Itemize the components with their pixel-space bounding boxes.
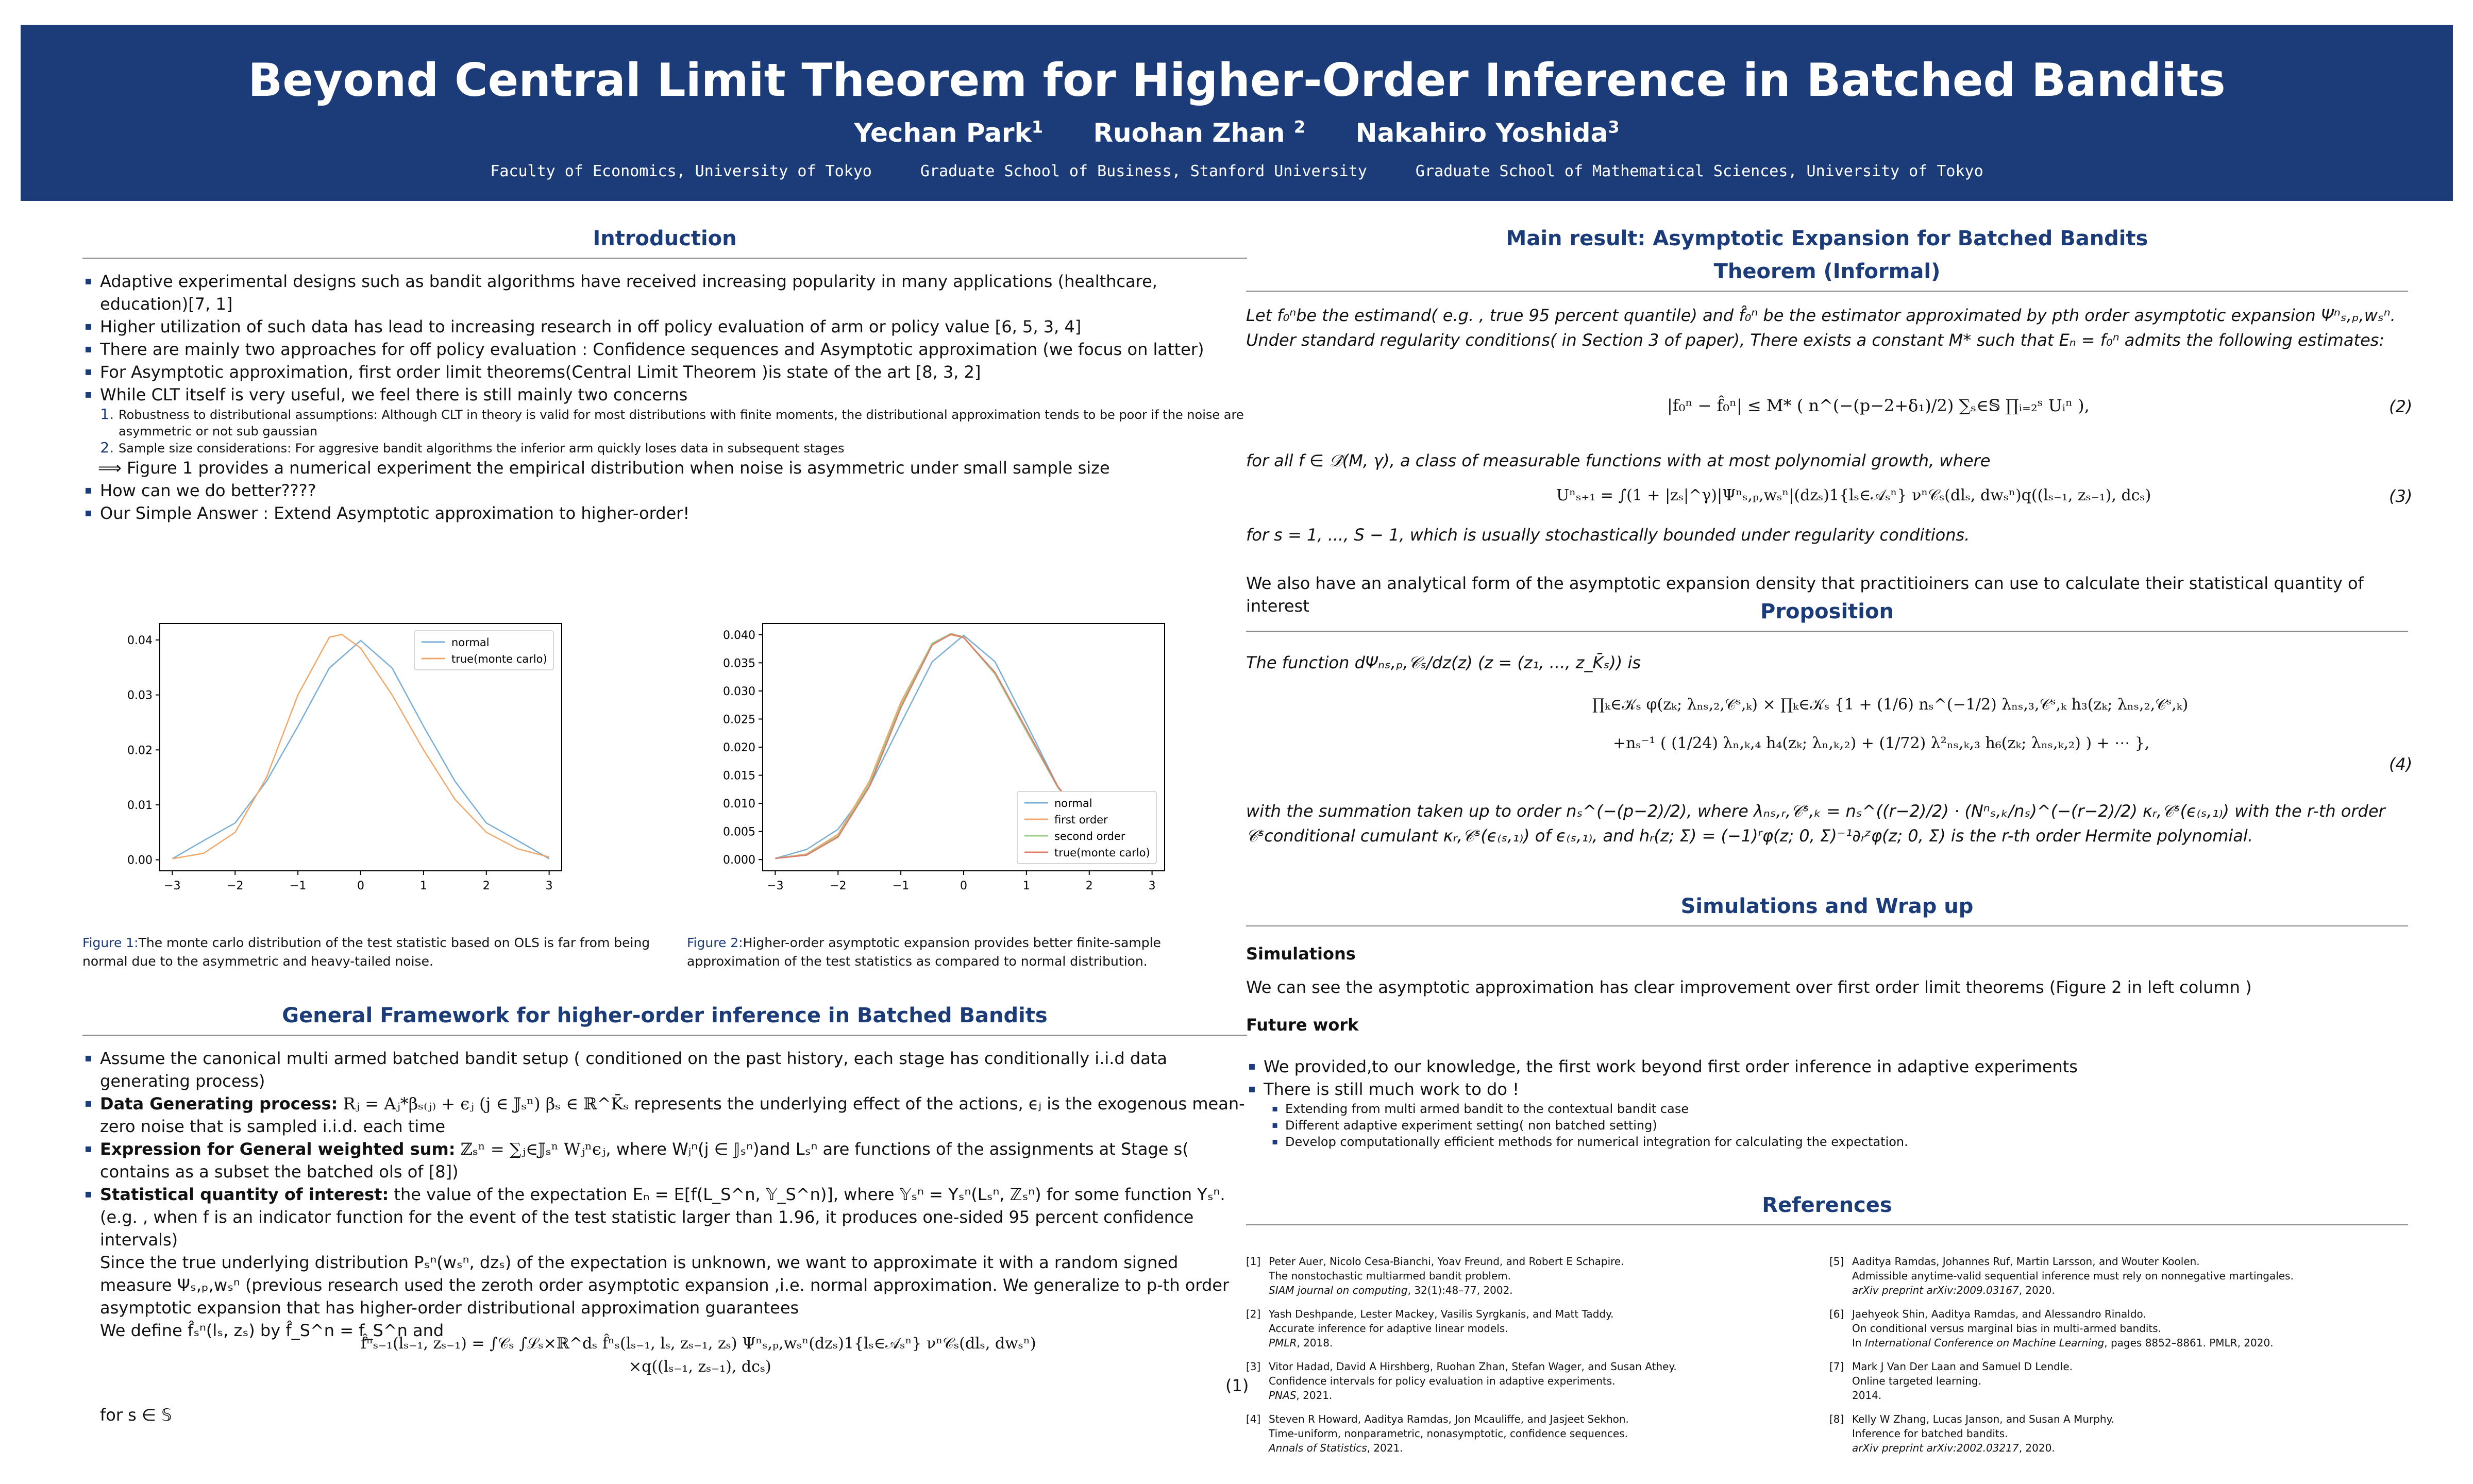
references-right (1829, 1254, 2396, 1464)
y-tick-label: 0.01 (127, 799, 153, 812)
legend-entry: first order (1054, 814, 1108, 826)
list-item: ▪ While CLT itself is very useful, we feel there is still mainly two concerns (100, 383, 1247, 406)
y-tick-label: 0.015 (723, 769, 755, 783)
reference-item: [6] Jaehyeok Shin, Aaditya Ramdas, and Alessandro Rinaldo. On conditional versus marginal bias in multi-armed bandits. In International Conference on Machine Learning, pages 8852–8861. PMLR, 2020. (1829, 1308, 2274, 1349)
author-list (21, 117, 2453, 148)
y-tick-label: 0.03 (127, 689, 153, 702)
framework-paragraph: We define f̂ₛⁿ(lₛ, zₛ) by f̂_S^n = f_S^n and (100, 1321, 444, 1340)
references-left (1246, 1254, 1761, 1464)
list-item: ▪ Our Simple Answer : Extend Asymptotic approximation to higher-order! (100, 502, 1247, 525)
section-title: Introduction (82, 227, 1247, 259)
proposition-text: The function dΨₙₛ,ₚ,𝒞ₛ/dz(z) (z = (z₁, ..., z_K̄ₛ)) is (1246, 653, 1641, 672)
y-tick-label: 0.020 (723, 741, 755, 754)
y-tick-label: 0.005 (723, 825, 755, 839)
list-item: ▪ Adaptive experimental designs such as bandit algorithms have received increasing popularity in many applications (healthcare, education)[7, 1] (100, 270, 1247, 315)
theorem-text: for s = 1, ..., S − 1, which is usually stochastically bounded under regularity conditions. (1246, 525, 1970, 545)
list-item: ▪ Statistical quantity of interest: the value of the expectation Eₙ = E[f(L_S^n, 𝕐_S^n)], where 𝕐ₛⁿ = Yₛⁿ(Lₛⁿ, ℤₛⁿ) for some function Yₛⁿ. (e.g. , when f is an indicator function for the event of the test statistic larger than 1.96, it produces one-sided 95 percent confidence intervals) (100, 1183, 1247, 1251)
list-item: ▪ Data Generating process: Rⱼ = Aⱼ*βₛ₍ⱼ₎ + ϵⱼ (j ∈ 𝕁ₛⁿ) βₛ ∈ ℝ^K̄ₛ represents the underlying effect of the actions, ϵⱼ is the exogenous mean-zero noise that is sampled i.i.d. each time (100, 1092, 1247, 1138)
y-tick-label: 0.010 (723, 798, 755, 811)
left-column (82, 227, 1247, 525)
list-item: ▪ Extending from multi armed bandit to the contextual bandit case (1285, 1101, 2408, 1117)
analytical-statement: We also have an analytical form of the asymptotic expansion density that practitioiners can use to calculate their statistical quantity of interest (1246, 574, 2364, 616)
list-item: ▪ Expression for General weighted sum: ℤₛⁿ = ∑ⱼ∈𝕁ₛⁿ Wⱼⁿϵⱼ, where Wⱼⁿ(j ∈ 𝕁ₛⁿ)and Lₛⁿ are functions of the assignments at Stage s( contains as a subset the batched ols of [8]) (100, 1138, 1247, 1183)
poster-title: Beyond Central Limit Theorem for Higher-Order Inference in Batched Bandits (248, 54, 2226, 107)
implies-arrow-icon: ⟹ (98, 458, 127, 478)
theorem-title: Theorem (Informal) (1246, 260, 2408, 292)
intro-bullets-2 (82, 479, 1247, 525)
section-title: Simulations and Wrap up (1246, 895, 2408, 926)
theorem-text: for all f ∈ 𝒟̂(M, γ), a class of measurable functions with at most polynomial growth, where (1246, 451, 1991, 470)
list-item: ▪ There is still much work to do ! (1264, 1078, 2408, 1101)
intro-bullets (82, 270, 1247, 406)
right-column (1246, 227, 2408, 352)
reference-item: [3] Vitor Hadad, David A Hirshberg, Ruohan Zhan, Stefan Wager, and Susan Athey. Confidence intervals for policy evaluation in adaptive experiments. PNAS, 2021. (1246, 1360, 1677, 1402)
x-tick-label: −1 (892, 880, 910, 892)
figure-1-caption: Figure 1:The monte carlo distribution of the test statistic based on OLS is far from being normal due to the asymmetric and heavy-tailed noise. (82, 935, 650, 969)
y-tick-label: 0.030 (723, 685, 755, 698)
reference-item: [7] Mark J Van Der Laan and Samuel D Lendle. Online targeted learning. 2014. (1829, 1360, 2073, 1402)
x-tick-label: −3 (767, 880, 784, 892)
equation-3: Uⁿₛ₊₁ = ∫(1 + |zₛ|^γ)|Ψⁿₛ,ₚ,wₛⁿ|(dzₛ)1{lₛ∈𝒜ₛⁿ} νⁿ𝒞ₛ(dlₛ, dwₛⁿ)q((lₛ₋₁, zₛ₋₁), dcₛ) (1556, 486, 2151, 504)
x-tick-label: 0 (960, 880, 967, 892)
x-tick-label: 0 (357, 880, 364, 892)
affiliation: Faculty of Economics, University of Tokyo (490, 162, 872, 180)
future-bullets (1246, 1055, 2408, 1101)
affiliation: Graduate School of Business, Stanford University (920, 162, 1367, 180)
list-item: ▪ We provided,to our knowledge, the first work beyond first order inference in adaptive experiments (1264, 1055, 2408, 1078)
y-tick-label: 0.04 (127, 634, 153, 647)
series-line (172, 640, 549, 858)
framework-paragraph: for s ∈ 𝕊 (100, 1405, 172, 1425)
y-tick-label: 0.025 (723, 713, 755, 727)
x-tick-label: −3 (164, 880, 181, 892)
equation-number: (1) (1225, 1376, 1249, 1395)
reference-item: [5] Aaditya Ramdas, Johannes Ruf, Martin Larsson, and Wouter Koolen. Admissible anytime-valid sequential inference must rely on nonnegative martingales. arXiv preprint arXiv:2009.03167, 2020. (1829, 1255, 2294, 1296)
legend-entry: true(monte carlo) (451, 653, 547, 665)
figure-1-chart (98, 608, 572, 907)
list-item: ▪ For Asymptotic approximation, first order limit theorems(Central Limit Theorem )is state of the art [8, 3, 2] (100, 361, 1247, 383)
subsection-heading: Future work (1246, 1015, 1359, 1035)
reference-item: [1] Peter Auer, Nicolo Cesa-Bianchi, Yoav Freund, and Robert E Schapire. The nonstochastic multiarmed bandit problem. SIAM journal on computing, 32(1):48–77, 2002. (1246, 1255, 1624, 1296)
equation-2: |f₀ⁿ − f̂₀ⁿ| ≤ M* ( n^(−(p−2+δ₁)/2) ∑ₛ∈𝕊 ∏ᵢ₌₂ˢ Uᵢⁿ ), (1667, 396, 2090, 415)
proposition-text: with the summation taken up to order nₛ^(−(p−2)/2), where λₙₛ,ᵣ,𝒞ˢ,ₖ = nₛ^((r−2)/2) · (Nⁿₛ,ₖ/nₛ)^(−(r−2)/2) κᵣ,𝒞ˢ(ϵ₍ₛ,₁₎) with the r-th order 𝒞ˢconditional cumulant κᵣ,𝒞ˢ(ϵ₍ₛ,₁₎) of ϵ₍ₛ,₁₎, and hᵣ(z; Σ) = (−1)ʳφ(z; 0, Σ)⁻¹∂ᵣᶻφ(z; 0, Σ) is the r-th order Hermite polynomial. (1246, 801, 2385, 846)
legend-entry: true(monte carlo) (1054, 847, 1150, 859)
y-tick-label: 0.02 (127, 744, 153, 757)
reference-item: [4] Steven R Howard, Aaditya Ramdas, Jon Mcauliffe, and Jasjeet Sekhon. Time-uniform, nonparametric, nonasymptotic, confidence sequences. Annals of Statistics, 2021. (1246, 1413, 1629, 1454)
section-title: References (1246, 1193, 2408, 1225)
y-tick-label: 0.000 (723, 854, 755, 867)
reference-item: [2] Yash Deshpande, Lester Mackey, Vasilis Syrgkanis, and Matt Taddy. Accurate inference for adaptive linear models. PMLR, 2018. (1246, 1308, 1614, 1349)
list-item: ▪ Different adaptive experiment setting( non batched setting) (1285, 1117, 2408, 1134)
list-item: ▪ Assume the canonical multi armed batched bandit setup ( conditioned on the past history, each stage has conditionally i.i.d data generating process) (100, 1047, 1247, 1092)
figure-2-caption: Figure 2:Higher-order asymptotic expansion provides better finite-sample approximation of the test statistics as compared to normal distribution. (687, 935, 1161, 969)
equation-number: (2) (2389, 397, 2413, 416)
list-item: 2. Sample size considerations: For aggresive bandit algorithms the inferior arm quickly loses data in subsequent stages (119, 440, 1247, 457)
legend-entry: second order (1054, 830, 1125, 842)
section-title: Main result: Asymptotic Expansion for Batched Bandits (1506, 227, 2148, 250)
subsection-heading: Simulations (1246, 944, 1356, 964)
framework-section (82, 1004, 1247, 1342)
author: Ruohan Zhan $^2$ (1093, 117, 1306, 148)
introduction-section (82, 227, 1247, 525)
list-item: ▪ Higher utilization of such data has lead to increasing research in off policy evaluation of arm or policy value [6, 5, 3, 4] (100, 315, 1247, 338)
list-item: ▪ There are mainly two approaches for off policy evaluation : Confidence sequences and Asymptotic approximation (we focus on latter) (100, 338, 1247, 361)
author: Yechan Park$^1$ (854, 117, 1044, 148)
legend-entry: normal (1054, 797, 1092, 810)
proposition-title: Proposition (1246, 600, 2408, 632)
list-item: ▪ How can we do better???? (100, 479, 1247, 502)
framework-paragraph: Since the true underlying distribution Pₛⁿ(wₛⁿ, dzₛ) of the expectation is unknown, we want to approximate it with a random signed measure Ψₛ,ₚ,wₛⁿ (previous research used the zeroth order asymptotic expansion ,i.e. normal approximation. We generalize to p-th order asymptotic expansion that has higher-order distributional approximation guarantees (100, 1253, 1230, 1318)
x-tick-label: 2 (482, 880, 490, 892)
concerns-list (82, 406, 1247, 457)
affiliation-list (21, 162, 2453, 180)
author: Nakahiro Yoshida$^3$ (1355, 117, 1620, 148)
equation-4: ∏ₖ∈𝒦ₛ φ(zₖ; λₙₛ,₂,𝒞ˢ,ₖ) × ∏ₖ∈𝒦ₛ {1 + (1/6) nₛ^(−1/2) λₙₛ,₃,𝒞ˢ,ₖ h₃(zₖ; λₙₛ,₂,𝒞ˢ,ₖ) +nₛ⁻¹ ( (1/24) λₙ,ₖ,₄ h₄(zₖ; λₙ,ₖ,₂) + (1/72) λ²ₙₛ,ₖ,₃ h₆(zₖ; λₙₛ,ₖ,₂) ) + ⋯ }, (1592, 696, 2189, 752)
list-item: 1. Robustness to distributional assumptions: Although CLT in theory is valid for most distributions with finite moments, the distributional approximation tends to be poor if the noise are asymmetric or not sub gaussian (119, 406, 1247, 440)
poster-header (21, 25, 2453, 201)
equation-number: (3) (2389, 486, 2413, 506)
future-work (1246, 1055, 2408, 1150)
x-tick-label: 3 (545, 880, 553, 892)
x-tick-label: −2 (227, 880, 244, 892)
equation-number: (4) (2389, 754, 2413, 774)
x-tick-label: 2 (1085, 880, 1093, 892)
affiliation: Graduate School of Mathematical Sciences, University of Tokyo (1415, 162, 1983, 180)
x-tick-label: 1 (1022, 880, 1030, 892)
future-sub-bullets (1246, 1101, 2408, 1150)
y-tick-label: 0.035 (723, 657, 755, 670)
section-title: General Framework for higher-order inference in Batched Bandits (82, 1004, 1247, 1036)
x-tick-label: 1 (419, 880, 427, 892)
reference-item: [8] Kelly W Zhang, Lucas Janson, and Susan A Murphy. Inference for batched bandits. arXiv preprint arXiv:2002.03217, 2020. (1829, 1413, 2114, 1454)
y-tick-label: 0.040 (723, 629, 755, 642)
y-tick-label: 0.00 (127, 854, 153, 867)
framework-bullets (82, 1047, 1247, 1251)
simulations-text: We can see the asymptotic approximation has clear improvement over first order limit theorems (Figure 2 in left column ) (1246, 977, 2252, 997)
equation-1: f̂ⁿₛ₋₁(lₛ₋₁, zₛ₋₁) = ∫𝒞ₛ ∫ℒₛ×ℝ^dₛ f̂ⁿₛ(lₛ₋₁, lₛ, zₛ₋₁, zₛ) Ψⁿₛ,ₚ,wₛⁿ(dzₛ)1{lₛ∈𝒜ₛⁿ} νⁿ𝒞ₛ(dlₛ, dwₛⁿ) ×q((lₛ₋₁, zₛ₋₁), dcₛ) (361, 1335, 1036, 1376)
list-item: ▪ Develop computationally efficient methods for numerical integration for calculating the expectation. (1285, 1134, 2408, 1150)
x-tick-label: 3 (1148, 880, 1156, 892)
legend-entry: normal (451, 636, 490, 649)
arrow-statement: ⟹ Figure 1 provides a numerical experiment the empirical distribution when noise is asymmetric under small sample size (98, 458, 1110, 478)
x-tick-label: −2 (830, 880, 847, 892)
figure-2-chart (701, 608, 1175, 907)
theorem-text: Let f₀ⁿbe the estimand( e.g. , true 95 percent quantile) and f̂₀ⁿ be the estimator approximated by pth order asymptotic expansion Ψⁿₛ,ₚ,wₛⁿ. Under standard regularity conditions( in Section 3 of paper), There exists a constant M* such that Eₙ = f₀ⁿ admits the following estimates: (1246, 306, 2396, 350)
x-tick-label: −1 (289, 880, 307, 892)
